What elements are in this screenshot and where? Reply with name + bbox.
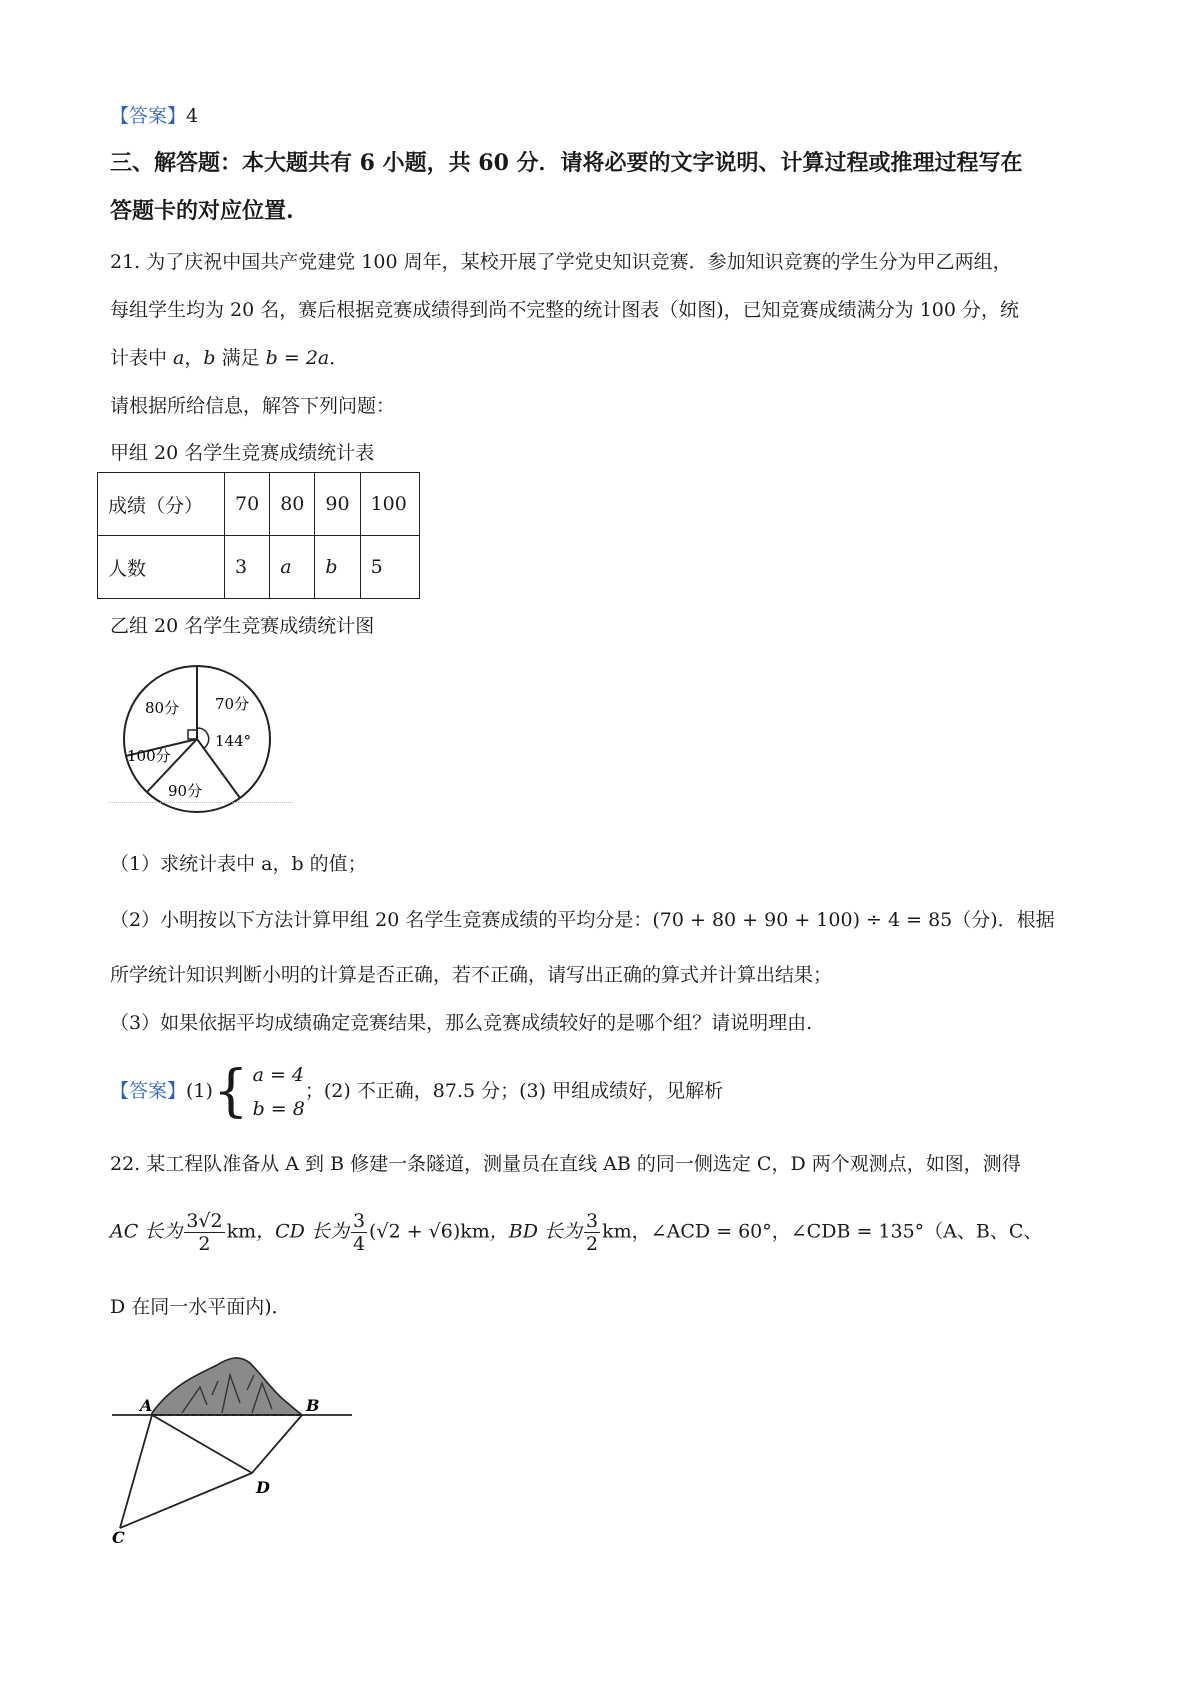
unit: km [602,1220,632,1243]
text: AC 长为 [110,1220,183,1243]
slice-label-70: 70分 [215,695,250,713]
numerator: 3 [586,1210,599,1232]
var-b: b [325,556,338,578]
table-cell: 人数 [98,536,225,599]
numerator: 3 [352,1210,366,1232]
q21-line1: 21. 为了庆祝中国共产党建党 100 周年，某校开展了学党史知识竞赛．参加知识竞赛的学生分为甲乙两组， [110,251,1012,273]
text: (1) [186,1080,213,1102]
table-cell: 90 [315,473,360,536]
slice-label-80: 80分 [145,699,180,717]
q22-line3: D 在同一水平面内)． [110,1296,291,1318]
slice-label-90: 90分 [168,782,203,800]
denominator: 2 [586,1233,599,1255]
segment-ad [152,1415,252,1473]
unit: km [226,1220,257,1243]
q21-prompt: 请根据所给信息，解答下列问题： [110,395,396,417]
point-label-b: B [306,1396,320,1415]
text: ，CD 长为 [256,1220,349,1243]
average-formula: (70 + 80 + 90 + 100) ÷ 4 = 85 [652,909,953,931]
section-header-line1: 三、解答题：本大题共有 6 小题，共 60 分．请将必要的文字说明、计算过程或推理过程写在 [110,150,1023,176]
slice-label-100: 100分 [127,747,171,765]
answer-tag: 【答案】 [110,1080,187,1102]
answer-tag: 【答案】 [110,105,187,127]
angle-conditions: ，∠ACD = 60°，∠CDB = 135°（A、B、C、 [631,1220,1043,1243]
segment-bd [252,1415,302,1473]
pie-chart [115,660,295,820]
table-cell [270,536,315,599]
equation-system [253,1058,305,1126]
table-cell: 80 [270,473,315,536]
q21-answer [110,1056,723,1126]
text: ． [329,347,349,369]
equation-b: b = 8 [252,1098,305,1120]
chart-title: 乙组 20 名学生竞赛成绩统计图 [110,615,375,637]
previous-answer [110,103,198,129]
table-cell: 100 [360,473,419,536]
q22-line1: 22. 某工程队准备从 A 到 B 修建一条隧道，测量员在直线 AB 的同一侧选定 C，D 两个观测点，如图，测得 [110,1153,1021,1175]
table-row [98,536,420,599]
score-table [97,472,420,599]
q21-sub1: （1）求统计表中 a，b 的值； [110,853,367,875]
angle-arc [197,728,209,748]
denominator: 2 [198,1233,211,1255]
var-a: a [280,556,292,578]
segment-cd [120,1473,252,1528]
equation-a: a = 4 [252,1064,304,1086]
angle-label: 144° [215,732,252,750]
q21-line2: 每组学生均为 20 名，赛后根据竞赛成绩得到尚不完整的统计图表（如图)，已知竞赛成绩满分为 100 分，统 [110,299,1020,321]
var-a: a [173,347,185,369]
condition-formula: b = 2a [265,347,330,369]
system-brace: { [212,1059,249,1124]
point-label-a: A [140,1396,153,1415]
table-cell: 成绩（分） [98,473,225,536]
tunnel-diagram [112,1345,352,1545]
fraction-cd [351,1210,367,1255]
q21-sub3: （3）如果依据平均成绩确定竞赛结果，那么竞赛成绩较好的是哪个组？请说明理由. [110,1012,813,1034]
segment-ac [120,1415,152,1528]
table-row [98,473,420,536]
point-label-c: C [112,1528,125,1547]
cd-expression: (√2 + √6)km [369,1220,490,1243]
text: ， [184,347,204,369]
q22-line2 [110,1210,1042,1255]
numerator: 3√2 [186,1210,223,1232]
table-cell: 70 [225,473,270,536]
text: （分)．根据 [952,909,1055,931]
fraction-bd [584,1210,600,1255]
var-b: b [203,347,216,369]
fraction-ac [184,1210,224,1255]
text: ；(2) 不正确，87.5 分；(3) 甲组成绩好，见解析 [304,1080,724,1102]
section-header-line2: 答题卡的对应位置. [110,198,294,224]
text: ，BD 长为 [489,1220,583,1243]
answer-value: 4 [186,105,199,127]
q21-sub2-line2: 所学统计知识判断小明的计算是否正确，若不正确，请写出正确的算式并计算出结果； [110,964,833,986]
table-cell: 5 [360,536,419,599]
text: 计表中 [110,347,174,369]
text: 满足 [215,347,266,369]
text: （2）小明按以下方法计算甲组 20 名学生竞赛成绩的平均分是： [110,909,653,931]
chart-baseline [108,802,293,803]
q21-sub2 [110,907,1055,933]
q21-line3 [110,345,348,371]
table-cell: 3 [225,536,270,599]
point-label-d: D [256,1478,270,1497]
table-cell [315,536,360,599]
right-angle-mark [188,730,197,739]
denominator: 4 [352,1233,366,1255]
table-title: 甲组 20 名学生竞赛成绩统计表 [110,442,375,464]
